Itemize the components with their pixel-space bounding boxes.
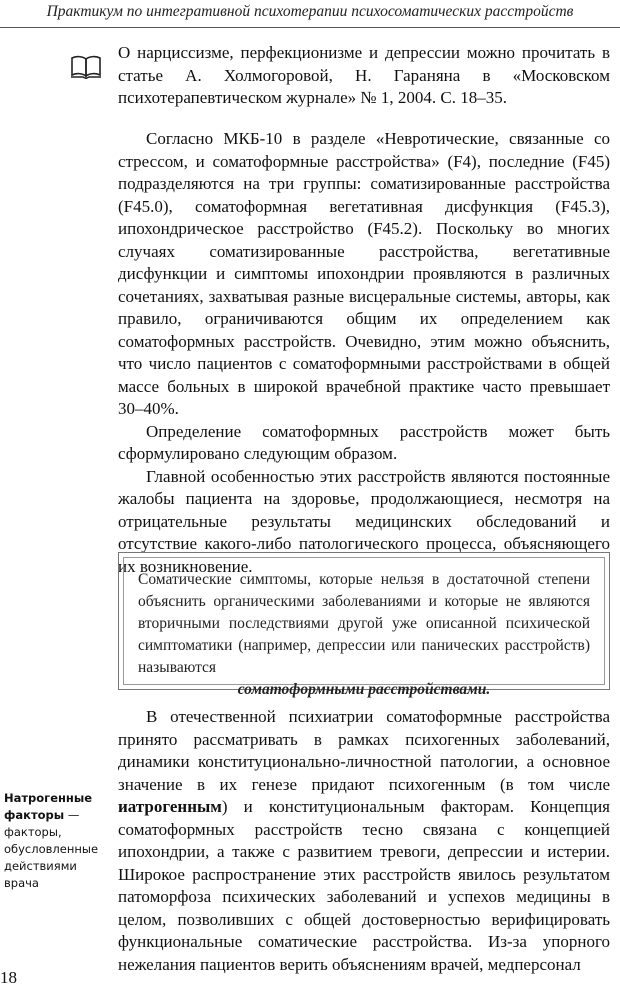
iatrogenic-term: иатрогенным (118, 797, 222, 816)
paragraph-domestic-psychiatry (118, 706, 610, 976)
margin-note (4, 790, 112, 892)
margin-note-term: Натрогенные факторы (4, 791, 93, 822)
running-header (0, 0, 620, 28)
paragraph-definition-intro: Определение соматоформных расстройств может быть сформулировано следующим образом. (118, 421, 610, 463)
book-icon (70, 55, 102, 79)
reference-note-text: О нарциссизме, перфекционизме и депрессии можно прочитать в статье А. Холмогоровой, Н. Гараняна в «Московском психотерапевтическом журнале» № 1, 2004. С. 18–35. (118, 43, 610, 107)
margin-note-definition: — факторы, обусловленные действиями врача (4, 808, 99, 890)
page-number: 18 (0, 968, 17, 987)
definition-box-inner (123, 557, 605, 698)
continuation-before: В отечественной психиатрии соматоформные расстройства принято рассматривать в рамках психогенных заболеваний, динамики конституционально-личностной патологии, а основное значение в их генезе придают психогенным (в том числе (118, 707, 610, 794)
continuation-after: ) и конституциональным факторам. Концепция соматоформных расстройств тесно связана с концепцией ипохондрии, а также с развитием тревоги, депрессии и истерии. Широкое распространение этих расстройств явилось результатом патоморфоза психических заболеваний и успехов медицины в целом, позволивших с общей достоверностью верифицировать функциональные соматические расстройства. Из-за упорного нежелания пациентов верить объяснениям врачей, медперсонал (118, 797, 610, 974)
header-rule (0, 27, 620, 28)
paragraph-main-feature: Главной особенностью этих расстройств являются постоянные жалобы пациента на здоровье, продолжающиеся, несмотря на отрицательные результаты медицинских обследований и отсутствие какого-либо патологического процесса, объясняющего их возникновение. (118, 466, 610, 576)
reference-note (118, 42, 610, 110)
paragraph-mkb10: Согласно МКБ-10 в разделе «Невротические, связанные со стрессом, и соматоформные расстройства» (F4), последние (F45) подразделяются на три группы: соматизированные расстройства (F45.0), соматоформная вегетативная дисфункция (F45.3), ипохондрическое расстройство (F45.2). Поскольку во многих случаях соматизированные расстройства, вегетативные дисфункции и симптомы ипохондрии проявляются в различных сочетаниях, захватывая разные висцеральные системы, авторы, как правило, ограничиваются общим их определением как соматоформных расстройств. Очевидно, этим можно объяснить, что число пациентов с соматоформными расстройствами в общей массе больных в широкой врачебной практике часто превышает 30–40%. (118, 129, 610, 418)
definition-text: Соматические симптомы, которые нельзя в достаточной степени объяснить органическими заболеваниями и которые не являются вторичными последствиями другой уже описанной психической симптоматики (например, депрессии или панических расстройств) называются (138, 571, 590, 676)
definition-box (118, 552, 610, 698)
continuation-text (118, 706, 610, 976)
definition-term: соматоформными расстройствами. (237, 681, 491, 698)
running-title: Практикум по интегративной психотерапии психосоматических расстройств (46, 3, 574, 20)
main-text (118, 128, 610, 578)
